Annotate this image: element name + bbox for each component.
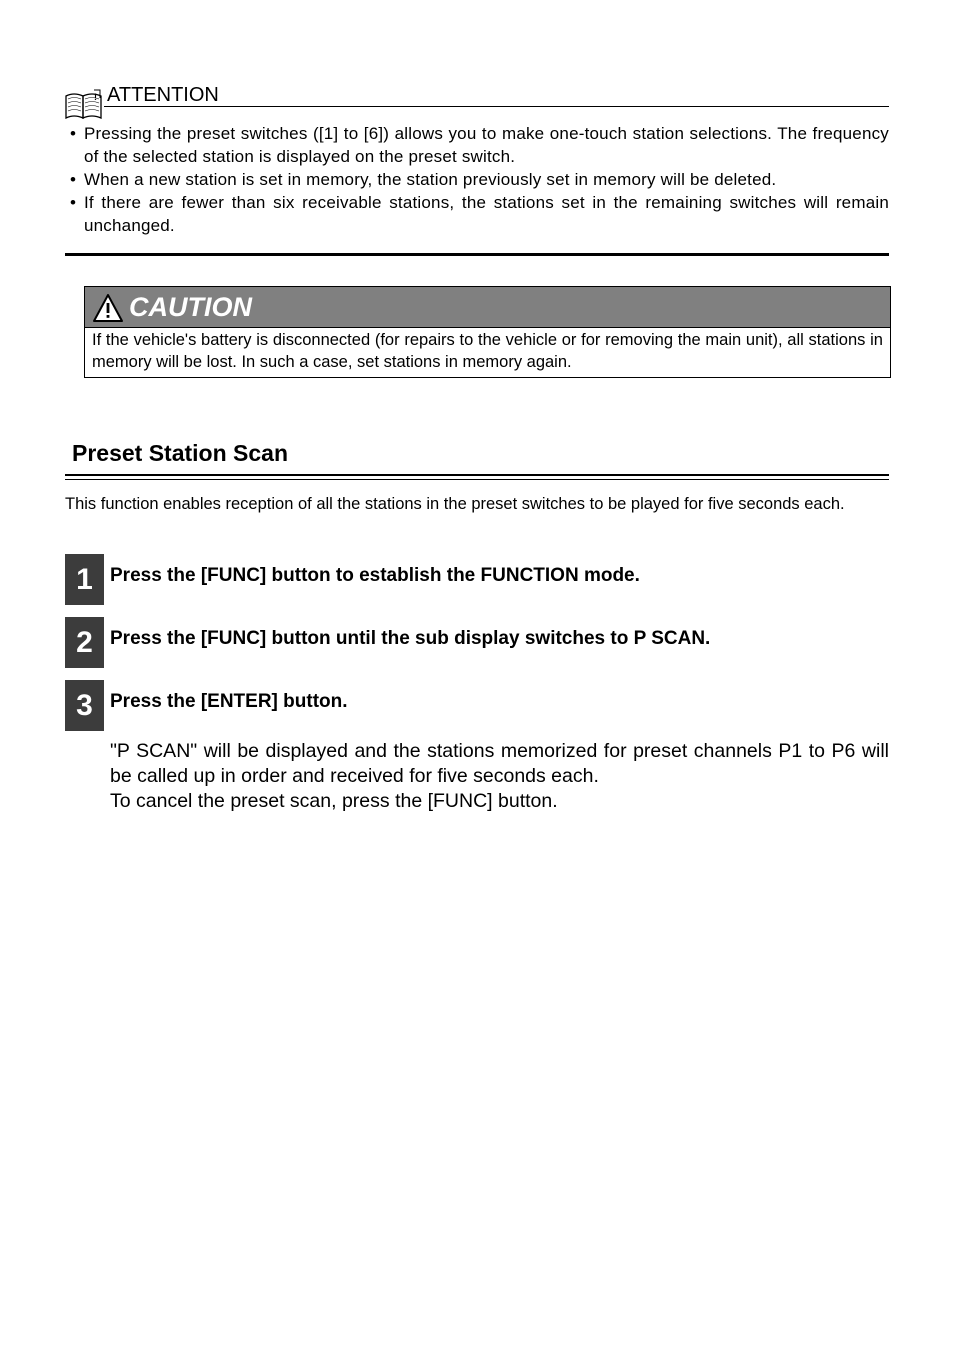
details-paragraph: "P SCAN" will be displayed and the stations memorized for preset channels P1 to P6 will be called up in order and received for five seconds each. <box>110 740 889 787</box>
svg-text:!: ! <box>94 92 97 102</box>
bullet: • <box>70 124 77 143</box>
step-number-1: 1 <box>65 554 104 605</box>
step-number-2: 2 <box>65 617 104 668</box>
attention-item <box>70 168 889 191</box>
step-text-3: Press the [ENTER] button. <box>110 691 348 712</box>
warning-triangle-icon <box>92 293 124 323</box>
attention-rule <box>104 106 889 107</box>
attention-item-text: Pressing the preset switches ([1] to [6]) allows you to make one-touch station selections. The frequency of the selected station is displayed on the preset switch. <box>84 124 889 166</box>
step-number-3: 3 <box>65 680 104 731</box>
section-title: Preset Station Scan <box>72 440 289 466</box>
caution-header <box>85 287 890 328</box>
book-note-icon <box>64 88 104 120</box>
step-3-details <box>110 739 889 814</box>
section-intro: This function enables reception of all the stations in the preset switches to be played for five seconds each. <box>65 495 845 513</box>
attention-title: ATTENTION <box>107 84 219 106</box>
attention-end-rule <box>65 253 889 256</box>
section-rule <box>65 479 889 480</box>
caution-box <box>84 286 891 378</box>
attention-header <box>64 84 889 108</box>
attention-item-text: If there are fewer than six receivable stations, the stations set in the remaining switches will remain unchanged. <box>84 193 889 235</box>
step-text-2: Press the [FUNC] button until the sub display switches to P SCAN. <box>110 628 711 649</box>
attention-item <box>70 191 889 237</box>
attention-item <box>70 122 889 168</box>
details-paragraph: To cancel the preset scan, press the [FUNC] button. <box>110 790 558 812</box>
section-rule <box>65 474 889 476</box>
bullet: • <box>70 193 77 212</box>
bullet: • <box>70 170 77 189</box>
caution-title: CAUTION <box>129 292 252 322</box>
attention-item-text: When a new station is set in memory, the station previously set in memory will be deleted. <box>84 170 777 189</box>
attention-list <box>70 122 889 237</box>
step-text-1: Press the [FUNC] button to establish the FUNCTION mode. <box>110 565 640 586</box>
caution-text: If the vehicle's battery is disconnected (for repairs to the vehicle or for removing the main unit), all stations in memory will be lost. In such a case, set stations in memory again. <box>92 331 883 371</box>
